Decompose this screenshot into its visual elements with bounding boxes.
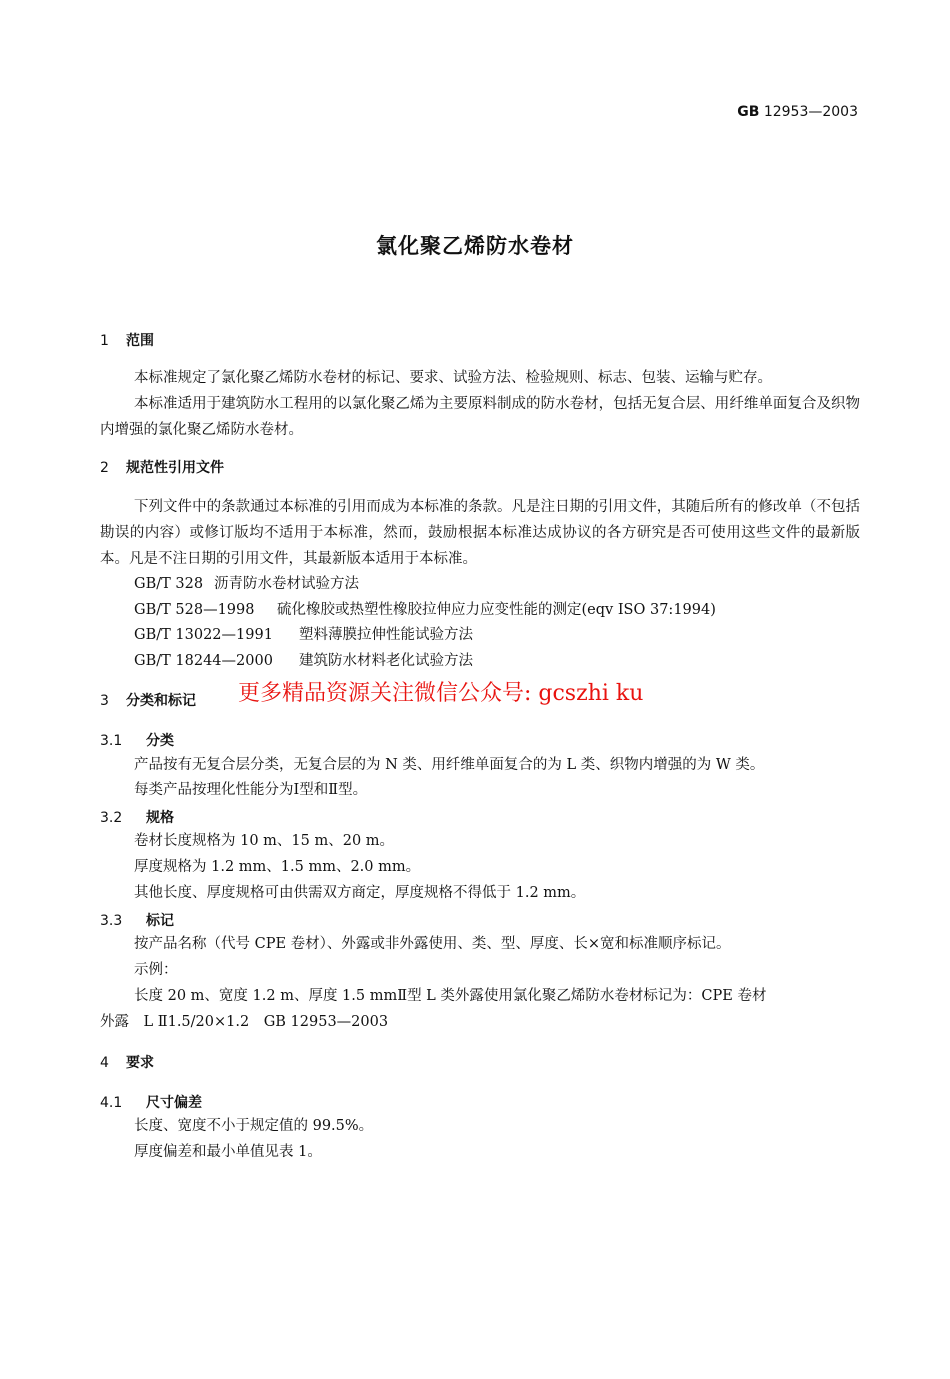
reference-title: 沥青防水卷材试验方法 [214,576,359,592]
reference-title: 硫化橡胶或热塑性橡胶拉伸应力应变性能的测定(eqv ISO 37:1994) [277,602,716,618]
reference-item [134,571,359,597]
subsection-3-1-heading [100,730,174,750]
reference-code: GB/T 18244—2000 [134,653,273,669]
subsection-title: 分类 [146,733,174,749]
paragraph-line: 产品按有无复合层分类，无复合层的为 N 类、用纤维单面复合的为 L 类、织物内增强的为 W 类。 [134,757,765,773]
reference-code: GB/T 328 [134,576,204,592]
paragraph-line: 长度、宽度不小于规定值的 99.5%。 [134,1118,374,1134]
subsection-number: 3.2 [100,810,123,826]
subsection-title: 标记 [146,913,174,929]
paragraph-line: 按产品名称（代号 CPE 卷材）、外露或非外露使用、类、型、厚度、长×宽和标准顺序标记。 [134,936,731,952]
reference-item [134,648,473,674]
paragraph: 本标准规定了氯化聚乙烯防水卷材的标记、要求、试验方法、检验规则、标志、包装、运输与贮存。 [134,370,772,386]
subsection-title: 尺寸偏差 [146,1095,202,1111]
section-3-heading [100,690,196,710]
subsection-3-2-heading [100,807,174,827]
standard-number [737,104,858,120]
subsection-title: 规格 [146,810,174,826]
paragraph: 本标准适用于建筑防水工程用的以氯化聚乙烯为主要原料制成的防水卷材，包括无复合层、用纤维单面复合及织物内增强的氯化聚乙烯防水卷材。 [100,396,860,438]
standard-code: 12953—2003 [763,104,858,120]
section-4-heading [100,1052,154,1072]
reference-code: GB/T 13022—1991 [134,627,273,643]
reference-title: 塑料薄膜拉伸性能试验方法 [299,627,473,643]
section-2-heading [100,457,224,477]
section-number: 4 [100,1055,109,1071]
section-title: 规范性引用文件 [126,460,224,476]
reference-code: GB/T 528—1998 [134,602,255,618]
section-title: 要求 [126,1055,154,1071]
subsection-number: 3.1 [100,733,123,749]
section-number: 3 [100,693,109,709]
standard-prefix: GB [737,104,760,120]
document-title: 氯化聚乙烯防水卷材 [376,234,574,258]
subsection-number: 4.1 [100,1095,123,1111]
section-number: 2 [100,460,109,476]
paragraph-line: 卷材长度规格为 10 m、15 m、20 m。 [134,833,395,849]
section-number: 1 [100,333,109,349]
paragraph-line: 其他长度、厚度规格可由供需双方商定，厚度规格不得低于 1.2 mm。 [134,885,586,901]
reference-item [134,622,473,648]
section-title: 分类和标记 [126,693,196,709]
paragraph-line: 外露 L Ⅱ1.5/20×1.2 GB 12953—2003 [100,1014,389,1030]
paragraph: 下列文件中的条款通过本标准的引用而成为本标准的条款。凡是注日期的引用文件，其随后所有的修改单（不包括勘误的内容）或修订版均不适用于本标准，然而，鼓励根据本标准达成协议的各方研究是否可使用这些文件的最新版本。凡是不注日期的引用文件，其最新版本适用于本标准。 [100,499,860,567]
paragraph-line: 每类产品按理化性能分为Ⅰ型和Ⅱ型。 [134,782,368,798]
paragraph-line: 厚度规格为 1.2 mm、1.5 mm、2.0 mm。 [134,859,421,875]
section-title: 范围 [126,333,154,349]
subsection-4-1-heading [100,1092,202,1112]
paragraph-line: 示例： [134,962,178,978]
reference-item [134,597,716,623]
reference-title: 建筑防水材料老化试验方法 [299,653,473,669]
paragraph-line: 厚度偏差和最小单值见表 1。 [134,1144,322,1160]
section-1-heading [100,330,154,350]
watermark-text: 更多精品资源关注微信公众号: gcszhi ku [238,681,644,706]
paragraph-line: 长度 20 m、宽度 1.2 m、厚度 1.5 mmⅡ型 L 类外露使用氯化聚乙烯防水卷材标记为：CPE 卷材 [134,988,767,1004]
subsection-number: 3.3 [100,913,123,929]
subsection-3-3-heading [100,910,174,930]
